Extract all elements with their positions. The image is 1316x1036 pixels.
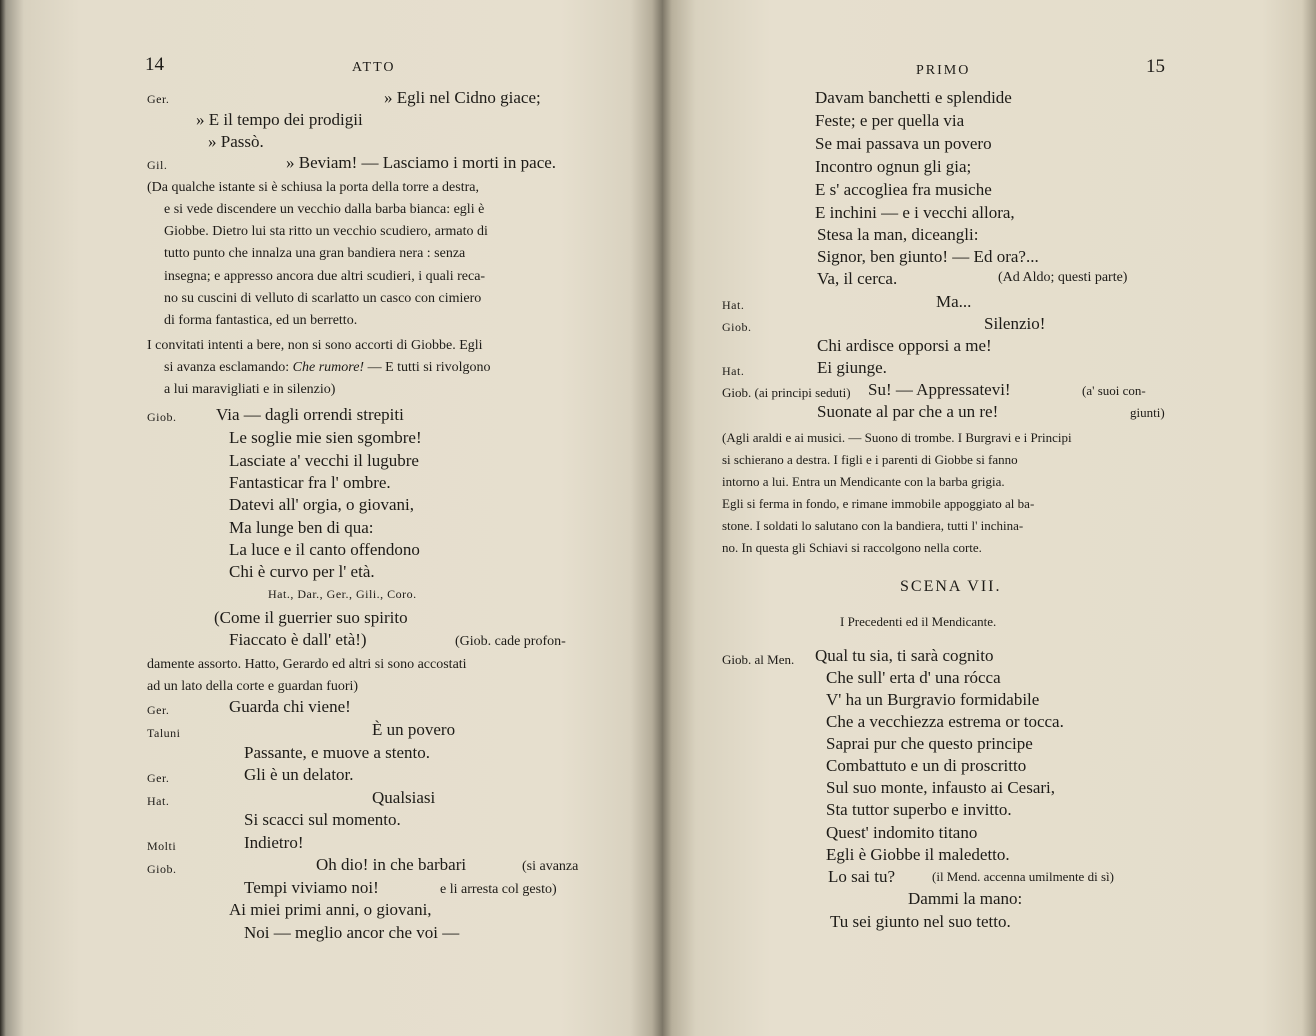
stage-direction-text: si avanza esclamando: (164, 360, 290, 375)
verse-line: Tu sei giunto nel suo tetto. (830, 912, 1011, 931)
verse-line: Sta tuttor superbo e invitto. (826, 800, 1012, 819)
verse-line: Fiaccato è dall' età!) (229, 630, 367, 649)
stage-direction (164, 360, 490, 376)
speaker-label: Gil. (147, 158, 168, 172)
verse-line: Noi — meglio ancor che voi — (244, 923, 460, 942)
stage-direction: (il Mend. accenna umilmente di sì) (932, 869, 1114, 884)
verse-line: Qual tu sia, ti sarà cognito (815, 646, 994, 665)
stage-direction: di forma fantastica, ed un berretto. (164, 313, 358, 328)
verse-line: Si scacci sul momento. (244, 810, 401, 829)
verse-line: Chi è curvo per l' età. (229, 562, 375, 581)
stage-direction: no. In questa gli Schiavi si raccolgono nella corte. (722, 540, 982, 555)
verse-line: Va, il cerca. (817, 269, 898, 288)
stage-direction: (Da qualche istante si è schiusa la porta della torre a destra, (147, 180, 479, 195)
verse-line: Indietro! (244, 833, 304, 852)
speaker-label: Hat. (147, 794, 170, 808)
stage-direction-text: — E tutti si rivolgono (367, 360, 491, 375)
verse-line: E s' accogliea fra musiche (815, 180, 992, 199)
verse-line: Lo sai tu? (828, 867, 896, 886)
page-number: 14 (145, 54, 164, 75)
stage-direction: intorno a lui. Entra un Mendicante con la barba grigia. (722, 474, 1005, 489)
verse-line: E inchini — e i vecchi allora, (815, 203, 1015, 222)
speaker-label: Giob. (722, 320, 752, 334)
verse-line: Ma... (936, 292, 972, 311)
verse-line: Sul suo monte, infausto ai Cesari, (826, 778, 1056, 797)
verse-line: Ei giunge. (817, 358, 887, 377)
speaker-label: Molti (147, 839, 177, 853)
stage-direction: stone. I soldati lo salutano con la bandiera, tutti l' inchina- (722, 518, 1024, 533)
verse-line: (Come il guerrier suo spirito (214, 608, 408, 627)
verse-line: Dammi la mano: (908, 889, 1023, 908)
speaker-list: Hat., Dar., Ger., Gili., Coro. (268, 587, 417, 601)
verse-line: La luce e il canto offendono (229, 540, 420, 559)
stage-direction: Giobbe. Dietro lui sta ritto un vecchio scudiero, armato di (164, 224, 488, 239)
verse-line: Ma lunge ben di qua: (229, 518, 374, 537)
stage-direction: e si vede discendere un vecchio dalla barba bianca: egli è (164, 202, 485, 217)
verse-line: Saprai pur che questo principe (826, 734, 1033, 753)
verse-line: Tempi viviamo noi! (244, 878, 379, 897)
speaker-label: Ger. (147, 92, 170, 106)
stage-direction: giunti) (1130, 405, 1165, 420)
verse-line: Silenzio! (984, 314, 1046, 333)
running-head: PRIMO (916, 63, 971, 78)
stage-direction: si schierano a destra. I figli e i parenti di Giobbe si fanno (722, 452, 1018, 467)
verse-line: Se mai passava un povero (815, 134, 992, 153)
verse-line: Passante, e muove a stento. (244, 743, 431, 762)
stage-direction: (Giob. cade profon- (455, 634, 566, 649)
stage-direction: ad un lato della corte e guardan fuori) (147, 679, 359, 694)
verse-line: V' ha un Burgravio formidabile (826, 690, 1040, 709)
verse-line: Gli è un delator. (244, 765, 354, 784)
verse-line: Signor, ben giunto! — Ed ora?... (817, 247, 1039, 266)
speaker-label: Hat. (722, 298, 745, 312)
page-number: 15 (1146, 56, 1165, 77)
scene-heading: SCENA VII. (900, 578, 1002, 595)
verse-line: Chi ardisce opporsi a me! (817, 336, 992, 355)
verse-line: Guarda chi viene! (229, 697, 351, 716)
stage-direction: insegna; e appresso ancora due altri scudieri, i quali reca- (164, 269, 486, 284)
speaker-label: Hat. (722, 364, 745, 378)
verse-line: Incontro ognun gli gia; (815, 157, 972, 176)
stage-direction: damente assorto. Hatto, Gerardo ed altri si sono accostati (147, 657, 467, 672)
running-head: ATTO (352, 60, 396, 75)
stage-direction: a lui maravigliati e in silenzio) (164, 382, 336, 397)
verse-line: Egli è Giobbe il maledetto. (826, 845, 1010, 864)
verse-line: Le soglie mie sien sgombre! (229, 428, 422, 447)
verse-line: » E il tempo dei prodigii (196, 110, 363, 129)
right-page (662, 0, 1316, 1036)
speaker-label: Giob. (ai principi seduti) (722, 385, 851, 400)
stage-direction: (si avanza (522, 859, 579, 874)
speaker-label: Ger. (147, 771, 170, 785)
verse-line: Che a vecchiezza estrema or tocca. (826, 712, 1064, 731)
verse-line: Qualsiasi (372, 788, 436, 807)
verse-line: Che sull' erta d' una rócca (826, 668, 1001, 687)
verse-line: Quest' indomito titano (826, 823, 978, 842)
stage-direction: Egli si ferma in fondo, e rimane immobile appoggiato al ba- (722, 496, 1035, 511)
verse-line: » Beviam! — Lasciamo i morti in pace. (286, 153, 557, 172)
stage-direction: I convitati intenti a bere, non si sono accorti di Giobbe. Egli (147, 338, 483, 353)
verse-line: » Passò. (208, 132, 264, 151)
stage-direction: e li arresta col gesto) (440, 882, 557, 897)
verse-line: Combattuto e un di proscritto (826, 756, 1027, 775)
verse-line: Davam banchetti e splendide (815, 88, 1012, 107)
verse-line: Via — dagli orrendi strepiti (216, 405, 404, 424)
verse-line: Oh dio! in che barbari (316, 855, 467, 874)
verse-line: È un povero (372, 720, 456, 739)
verse-line: Su! — Appressatevi! (868, 380, 1011, 399)
speaker-label: Giob. al Men. (722, 652, 795, 667)
stage-direction: (Agli araldi e ai musici. — Suono di trombe. I Burgravi e i Principi (722, 430, 1072, 445)
speaker-label: Taluni (147, 726, 181, 740)
verse-line: Fantasticar fra l' ombre. (229, 473, 391, 492)
verse-line: Feste; e per quella via (815, 111, 965, 130)
speaker-label: Ger. (147, 703, 170, 717)
stage-direction: no su cuscini di velluto di scarlatto un casco con cimiero (164, 291, 482, 306)
speaker-label: Giob. (147, 862, 177, 876)
verse-line: Ai miei primi anni, o giovani, (229, 900, 432, 919)
verse-line: Suonate al par che a un re! (817, 402, 999, 421)
speaker-label: Giob. (147, 410, 177, 424)
stage-direction: tutto punto che innalza una gran bandiera nera : senza (164, 246, 466, 261)
stage-direction: (a' suoi con- (1082, 383, 1146, 398)
scene-characters: I Precedenti ed il Mendicante. (840, 614, 997, 629)
verse-line: Lasciate a' vecchi il lugubre (229, 451, 419, 470)
exclamation: Che rumore! (292, 360, 365, 375)
verse-line: » Egli nel Cidno giace; (384, 88, 541, 107)
stage-direction: (Ad Aldo; questi parte) (998, 270, 1128, 285)
verse-line: Stesa la man, diceangli: (817, 225, 979, 244)
verse-line: Datevi all' orgia, o giovani, (229, 495, 414, 514)
